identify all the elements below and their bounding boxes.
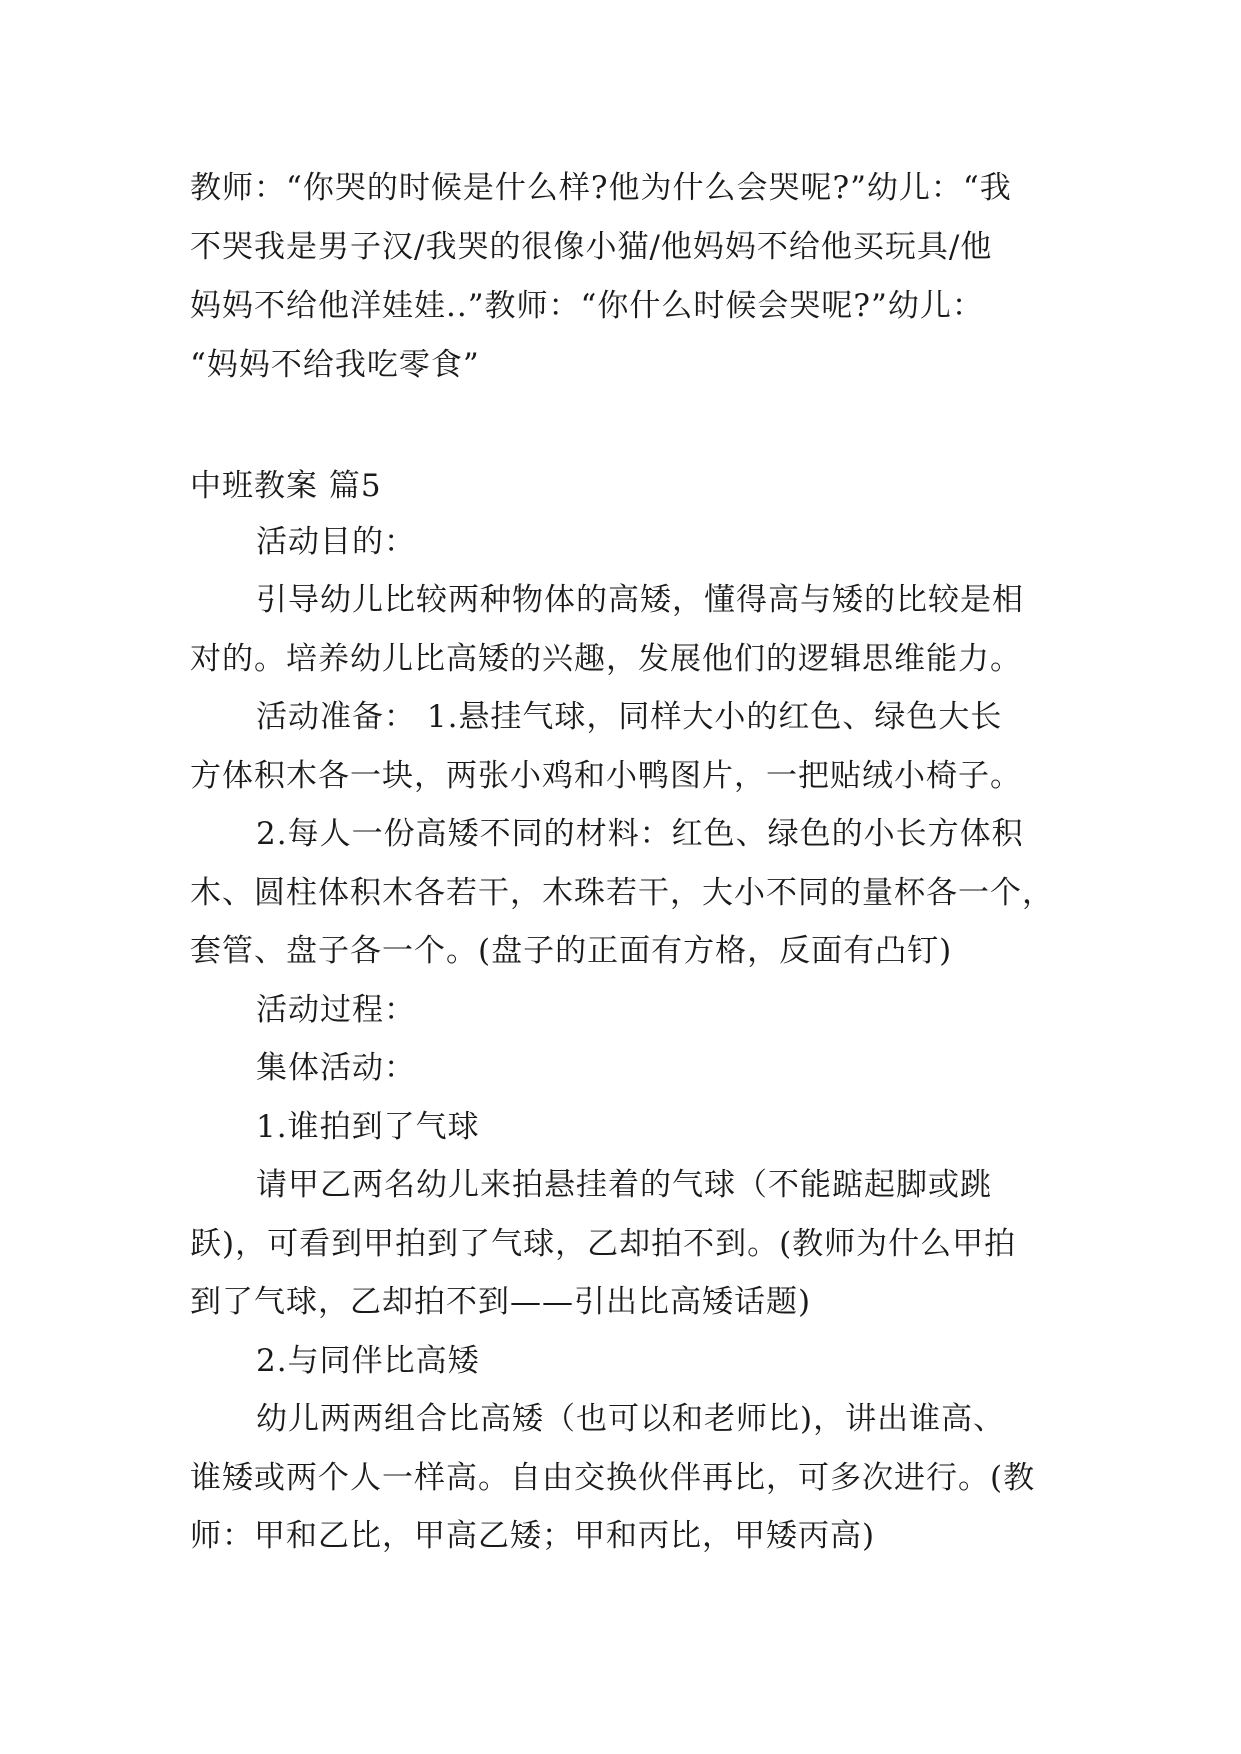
paragraph-line: 套管、盘子各一个。(盘子的正面有方格，反面有凸钉) bbox=[190, 933, 953, 969]
paragraph-line: 谁矮或两个人一样高。自由交换伙伴再比，可多次进行。(教 bbox=[190, 1460, 1036, 1496]
paragraph-line: 活动准备： 1.悬挂气球，同样大小的红色、绿色大长 bbox=[256, 699, 1003, 735]
intro-line: 妈妈不给他洋娃娃..”教师：“你什么时候会哭呢?”幼儿： bbox=[190, 288, 984, 324]
section-heading: 中班教案 篇5 bbox=[190, 468, 382, 504]
paragraph-line: 木、圆柱体积木各若干，木珠若干，大小不同的量杯各一个， bbox=[190, 875, 1054, 911]
paragraph-line: 2.每人一份高矮不同的材料：红色、绿色的小长方体积 bbox=[256, 816, 1024, 852]
paragraph-line: 集体活动： bbox=[256, 1050, 416, 1086]
paragraph-line: 跃)，可看到甲拍到了气球，乙却拍不到。(教师为什么甲拍 bbox=[190, 1226, 1017, 1262]
paragraph-line: 请甲乙两名幼儿来拍悬挂着的气球（不能踮起脚或跳 bbox=[256, 1167, 992, 1203]
paragraph-line: 方体积木各一块，两张小鸡和小鸭图片，一把贴绒小椅子。 bbox=[190, 758, 1022, 794]
paragraph-line: 到了气球，乙却拍不到——引出比高矮话题) bbox=[190, 1284, 812, 1320]
paragraph-line: 师：甲和乙比，甲高乙矮；甲和丙比，甲矮丙高) bbox=[190, 1518, 876, 1554]
paragraph-line: 1.谁拍到了气球 bbox=[256, 1109, 480, 1145]
paragraph-line: 对的。培养幼儿比高矮的兴趣，发展他们的逻辑思维能力。 bbox=[190, 641, 1022, 677]
paragraph-line: 活动目的： bbox=[256, 524, 416, 560]
paragraph-line: 活动过程： bbox=[256, 992, 416, 1028]
intro-line: 教师：“你哭的时候是什么样?他为什么会哭呢?”幼儿：“我 bbox=[190, 170, 1012, 206]
paragraph-line: 引导幼儿比较两种物体的高矮，懂得高与矮的比较是相 bbox=[256, 582, 1024, 618]
intro-line: “妈妈不给我吃零食” bbox=[190, 347, 480, 383]
intro-line: 不哭我是男子汉/我哭的很像小猫/他妈妈不给他买玩具/他 bbox=[190, 229, 993, 265]
paragraph-line: 幼儿两两组合比高矮（也可以和老师比)，讲出谁高、 bbox=[256, 1401, 1006, 1437]
paragraph-line: 2.与同伴比高矮 bbox=[256, 1343, 480, 1379]
